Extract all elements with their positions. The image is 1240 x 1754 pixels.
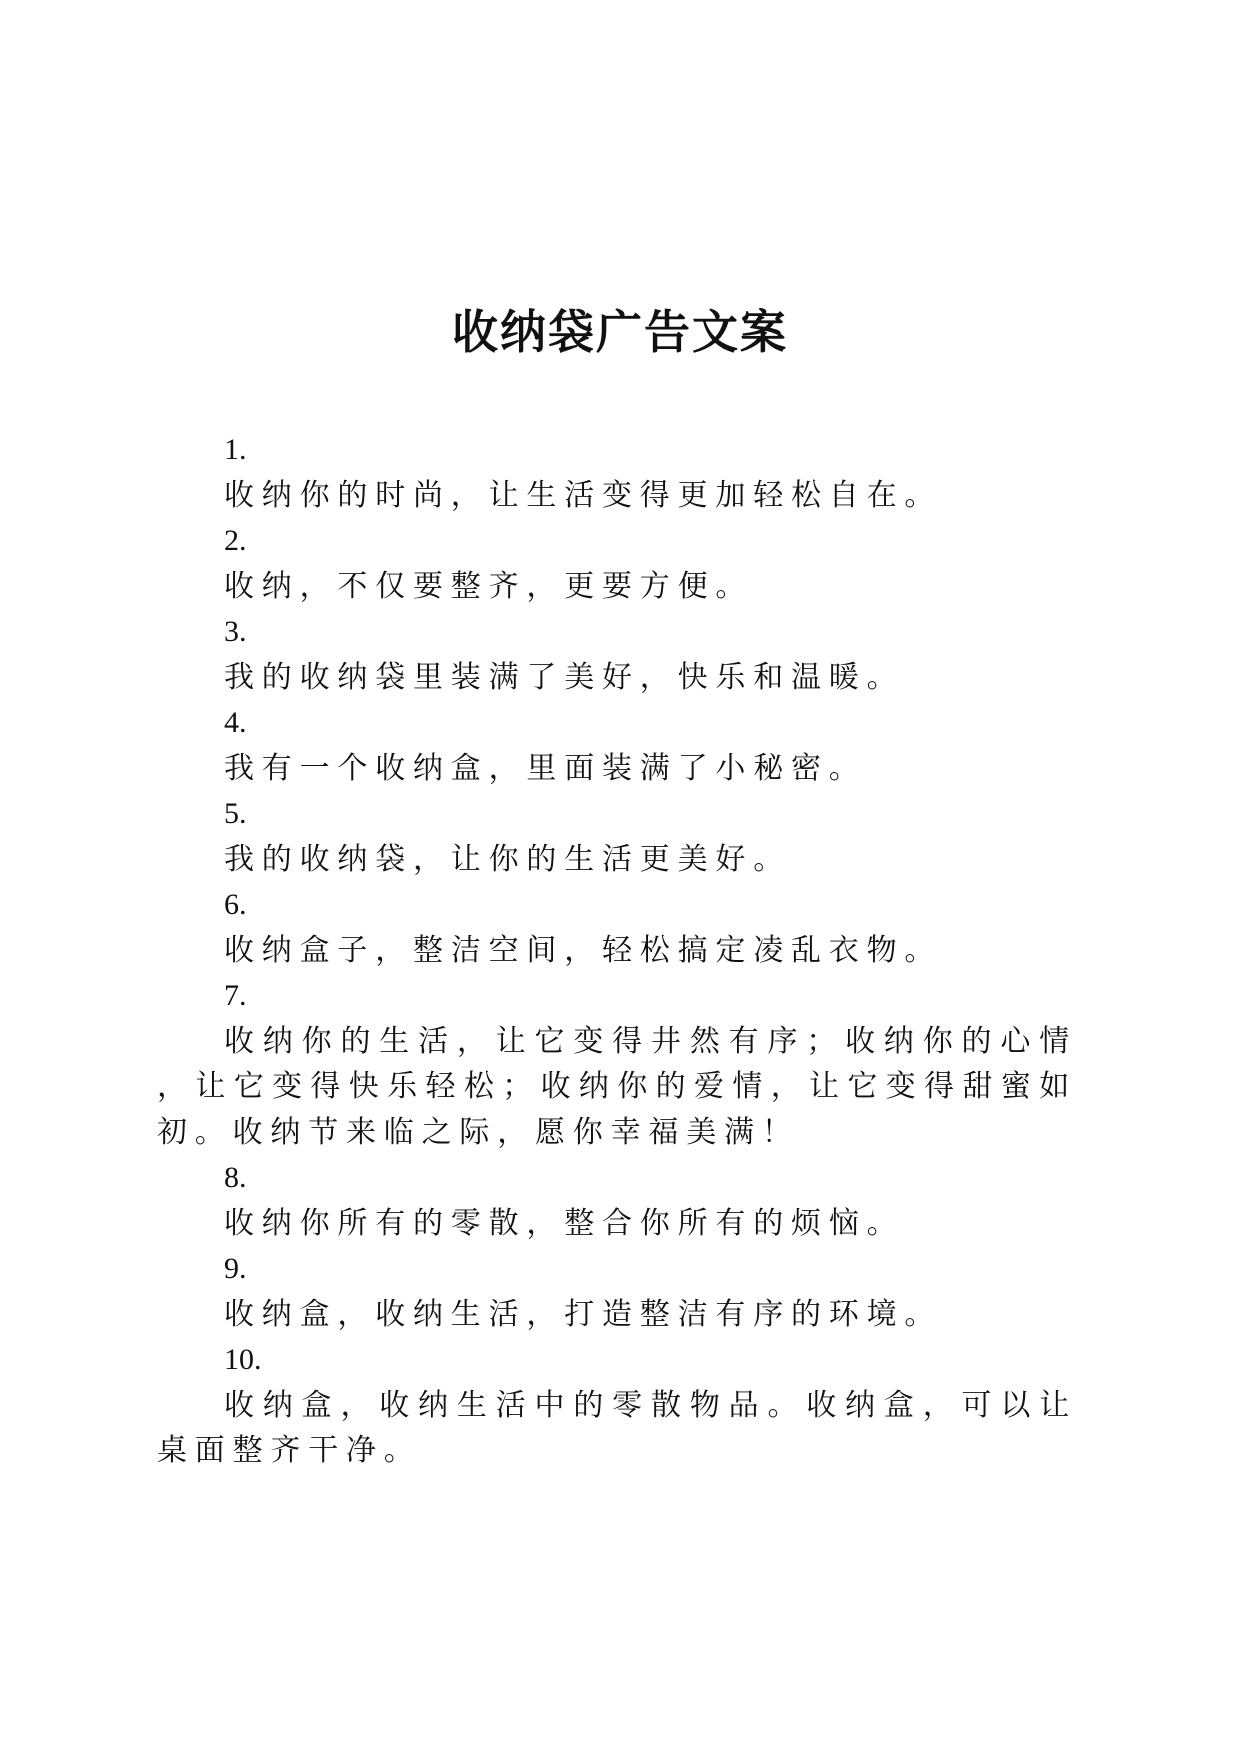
item-text: 收纳盒，收纳生活，打造整洁有序的环境。: [224, 1296, 943, 1332]
item-text: 收纳你的时尚，让生活变得更加轻松自在。: [224, 477, 943, 513]
list-item: [157, 518, 1077, 609]
item-text: 收纳，不仅要整齐，更要方便。: [224, 568, 754, 604]
list-item: [157, 1337, 1077, 1474]
item-number: 10.: [224, 1343, 262, 1376]
item-number: 7.: [224, 979, 247, 1012]
item-text: 收纳盒，收纳生活中的零散物品。收纳盒，可以让桌面整齐干净。: [157, 1387, 1077, 1468]
list-item: [157, 882, 1077, 973]
document-body: [157, 427, 1077, 1474]
item-text: 收纳你所有的零散，整合你所有的烦恼。: [224, 1205, 905, 1241]
list-item: [157, 1155, 1077, 1246]
item-text: 收纳盒子，整洁空间，轻松搞定凌乱衣物。: [224, 932, 943, 968]
item-text: 收纳你的生活，让它变得井然有序；收纳你的心情，让它变得快乐轻松；收纳你的爱情，让它变得甜蜜如初。收纳节来临之际，愿你幸福美满！: [157, 1023, 1077, 1150]
item-number: 6.: [224, 888, 247, 921]
item-number: 4.: [224, 706, 247, 739]
list-item: [157, 973, 1077, 1155]
item-number: 5.: [224, 797, 247, 830]
document-title: 收纳袋广告文案: [452, 305, 788, 359]
item-number: 3.: [224, 615, 247, 648]
item-text: 我的收纳袋里装满了美好，快乐和温暖。: [224, 659, 905, 695]
list-item: [157, 427, 1077, 518]
item-text: 我的收纳袋，让你的生活更美好。: [224, 841, 791, 877]
item-number: 1.: [224, 433, 247, 466]
list-item: [157, 791, 1077, 882]
item-number: 8.: [224, 1161, 247, 1194]
item-text: 我有一个收纳盒，里面装满了小秘密。: [224, 750, 867, 786]
list-item: [157, 609, 1077, 700]
item-number: 2.: [224, 524, 247, 557]
item-number: 9.: [224, 1252, 247, 1285]
list-item: [157, 1246, 1077, 1337]
list-item: [157, 700, 1077, 791]
